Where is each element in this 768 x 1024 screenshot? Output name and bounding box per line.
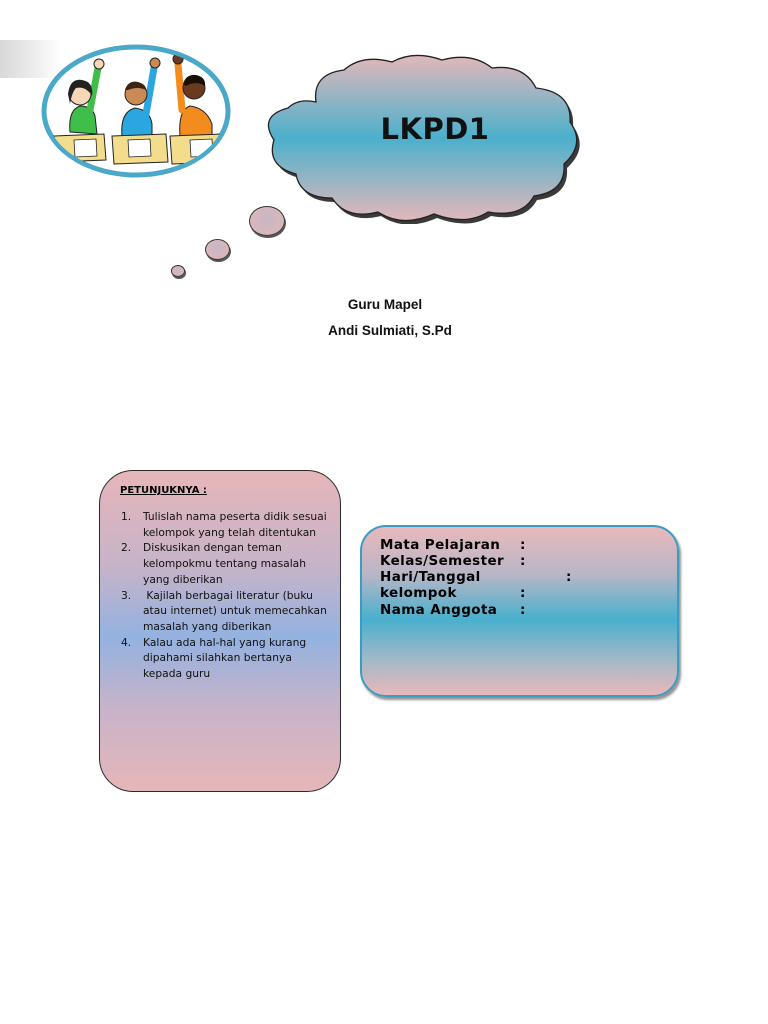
field-label-kelompok: kelompok: [380, 585, 457, 601]
list-item-number: 4.: [121, 635, 132, 649]
field-label-kelas-semester: Kelas/Semester: [380, 553, 505, 569]
list-item-number: 1.: [121, 510, 132, 523]
field-colon: :: [520, 585, 526, 601]
list-item-text: Tulislah nama peserta didik sesuai kelompok yang telah ditentukan: [143, 510, 327, 539]
instructions-list: [112, 509, 331, 682]
field-colon: :: [520, 553, 526, 569]
teacher-name: Andi Sulmiati, S.Pd: [328, 323, 452, 338]
list-item: [112, 509, 327, 540]
field-colon: :: [520, 537, 526, 553]
list-item-number: 2.: [121, 541, 132, 555]
list-item-number: 3.: [121, 588, 132, 602]
thought-bubble-large: [249, 206, 285, 236]
list-item: [112, 635, 327, 682]
list-item-text: Diskusikan dengan teman kelompokmu tentang masalah yang diberikan: [143, 541, 306, 586]
page-title: LKPD1: [380, 112, 490, 146]
list-item-text: Kalau ada hal-hal yang kurang dipahami silahkan bertanya kepada guru: [143, 635, 307, 681]
field-label-hari-tanggal: Hari/Tanggal: [380, 569, 481, 585]
field-colon: :: [566, 569, 572, 585]
field-label-mata-pelajaran: Mata Pelajaran: [380, 537, 501, 553]
students-raising-hands-icon: [40, 44, 232, 178]
list-item: [112, 540, 327, 587]
list-item: [112, 588, 331, 635]
list-item-text: Kajilah berbagai literatur (buku atau internet) untuk memecahkan masalah yang diberikan: [143, 588, 331, 633]
thought-bubble-medium: [205, 239, 230, 260]
thought-bubble-small: [171, 265, 185, 277]
teacher-role: Guru Mapel: [347, 297, 423, 312]
field-colon: :: [520, 602, 526, 618]
instructions-title: PETUNJUKNYA :: [120, 485, 207, 496]
field-label-nama-anggota: Nama Anggota: [380, 602, 498, 618]
